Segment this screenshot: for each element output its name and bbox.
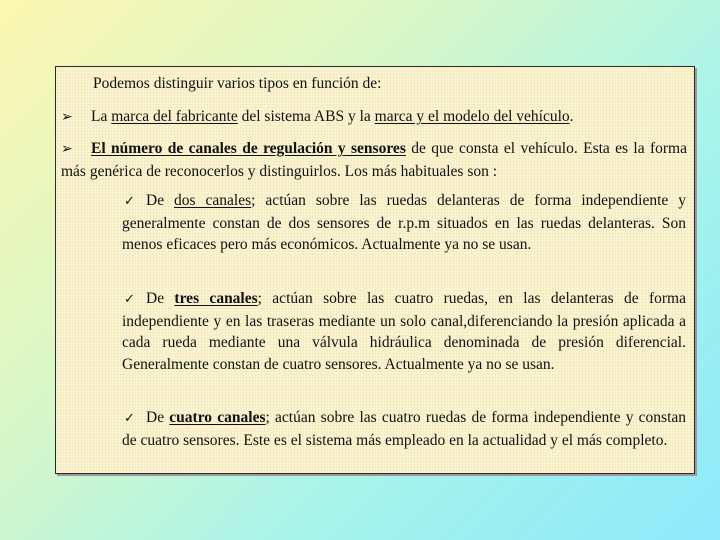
bullet-channels — [61, 138, 687, 182]
content-panel — [55, 66, 695, 474]
arrow-bullet-icon: ➢ — [61, 141, 73, 157]
bullet-manufacturer — [61, 106, 687, 129]
subitem-three-channels — [122, 288, 686, 375]
intro-text: Podemos distinguir varios tipos en función de: — [93, 75, 382, 92]
checkmark-icon: ✓ — [124, 292, 135, 307]
subitem-prefix: De — [146, 290, 175, 307]
subitem-text: ; actúan sobre las cuatro ruedas de forma independiente y constan de cuatro sensores. Este es el sistema más empleado en la actualidad y el más completo. — [122, 409, 687, 449]
subitem-text: ; actúan sobre las ruedas delanteras de forma independiente y generalmente constan de dos sensores de r.p.m situados en las ruedas delanteras. Son menos eficaces pero más económicos. Actualmente ya no se usan. — [122, 192, 686, 253]
bullet2-text: de que consta el vehículo. Esta es la forma más genérica de reconocerlos y distinguirlos. Los más habituales son : — [61, 140, 687, 180]
bullet2-emphasis: El número de canales de regulación y sensores — [91, 140, 406, 157]
bullet1-text-1: La — [91, 108, 112, 125]
subitem-emphasis: dos canales — [174, 192, 252, 209]
checkmark-icon: ✓ — [124, 194, 135, 209]
bullet1-text-2: del sistema ABS y la — [237, 108, 375, 125]
subitem-prefix: De — [146, 192, 175, 209]
subitem-four-channels — [122, 407, 686, 451]
checkmark-icon: ✓ — [124, 411, 135, 426]
bullet1-text-3: . — [569, 108, 574, 125]
subitem-two-channels — [122, 190, 686, 256]
subitem-text: ; actúan sobre las cuatro ruedas, en las delanteras de forma independiente y en las traseras mediante un solo canal,diferenciando la presión aplicada a cada rueda mediante una válvula hidráulica denominada de presión diferencial. Generalmente constan de cuatro sensores. Actualmente ya no se usan. — [122, 290, 686, 373]
bullet1-emphasis-2: marca y el modelo del vehículo — [374, 108, 570, 125]
arrow-bullet-icon: ➢ — [61, 109, 73, 125]
subitem-prefix: De — [146, 409, 170, 426]
bullet1-emphasis-1: marca del fabricante — [111, 108, 238, 125]
subitem-emphasis: cuatro canales — [169, 409, 266, 426]
subitem-emphasis: tres canales — [174, 290, 258, 307]
